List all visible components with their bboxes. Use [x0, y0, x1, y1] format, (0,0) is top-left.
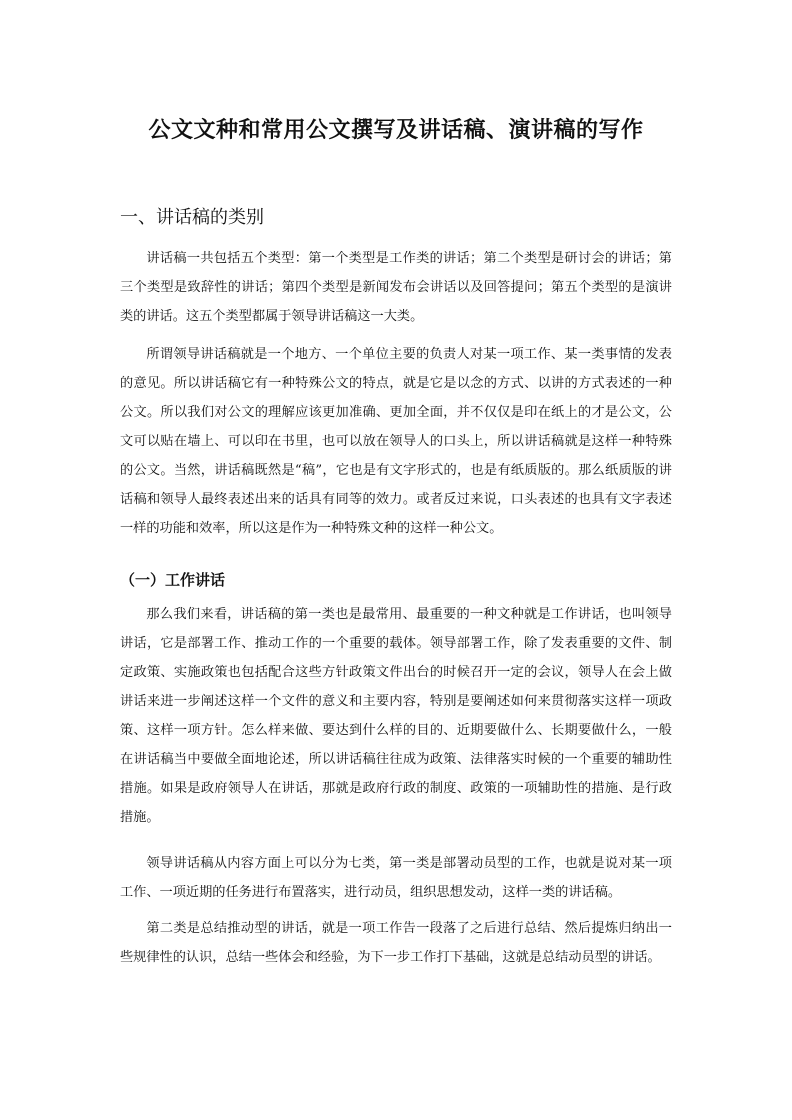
document-title: 公文文种和常用公文撰写及讲话稿、演讲稿的写作 [148, 118, 644, 143]
section-heading: 一、讲话稿的类别 [120, 207, 264, 228]
body-paragraph: 领导讲话稿从内容方面上可以分为七类，第一类是部署动员型的工作，也就是说对某一项工作、一项近期的任务进行布置落实，进行动员，组织思想发动，这样一类的讲话稿。 [120, 856, 672, 900]
body-paragraph: 第二类是总结推动型的讲话，就是一项工作告一段落了之后进行总结、然后提炼归纳出一些规律性的认识，总结一些体会和经验，为下一步工作打下基础，这就是总结动员型的讲话。 [120, 921, 672, 965]
body-paragraph: 所谓领导讲话稿就是一个地方、一个单位主要的负责人对某一项工作、某一类事情的发表的意见。所以讲话稿它有一种特殊公文的特点，就是它是以念的方式、以讲的方式表述的一种公文。所以我们对公文的理解应该更加准确、更加全面，并不仅仅是印在纸上的才是公文，公文可以贴在墙上、可以印在书里，也可以放在领导人的口头上，所以讲话稿就是这样一种特殊的公文。当然，讲话稿既然是“稿”，它也是有文字形式的，也是有纸质版的。那么纸质版的讲话稿和领导人最终表述出来的话具有同等的效力。或者反过来说，口头表述的也具有文字表述一样的功能和效率，所以这是作为一种特殊文种的这样一种公文。 [120, 347, 672, 536]
subsection-heading: （一）工作讲话 [120, 571, 226, 589]
body-paragraph: 讲话稿一共包括五个类型：第一个类型是工作类的讲话；第二个类型是研讨会的讲话；第三个类型是致辞性的讲话；第四个类型是新闻发布会讲话以及回答提问；第五个类型的是演讲类的讲话。这五个类型都属于领导讲话稿这一大类。 [120, 251, 672, 324]
body-paragraph: 那么我们来看，讲话稿的第一类也是最常用、最重要的一种文种就是工作讲话，也叫领导讲话，它是部署工作、推动工作的一个重要的载体。领导部署工作，除了发表重要的文件、制定政策、实施政策也包括配合这些方针政策文件出台的时候召开一定的会议，领导人在会上做讲话来进一步阐述这样一个文件的意义和主要内容，特别是要阐述如何来贯彻落实这样一项政策、这样一项方针。怎么样来做、要达到什么样的目的、近期要做什么、长期要做什么，一般在讲话稿当中要做全面地论述，所以讲话稿往往成为政策、法律落实时候的一个重要的辅助性措施。如果是政府领导人在讲话，那就是政府行政的制度、政策的一项辅助性的措施、是行政措施。 [120, 607, 672, 825]
